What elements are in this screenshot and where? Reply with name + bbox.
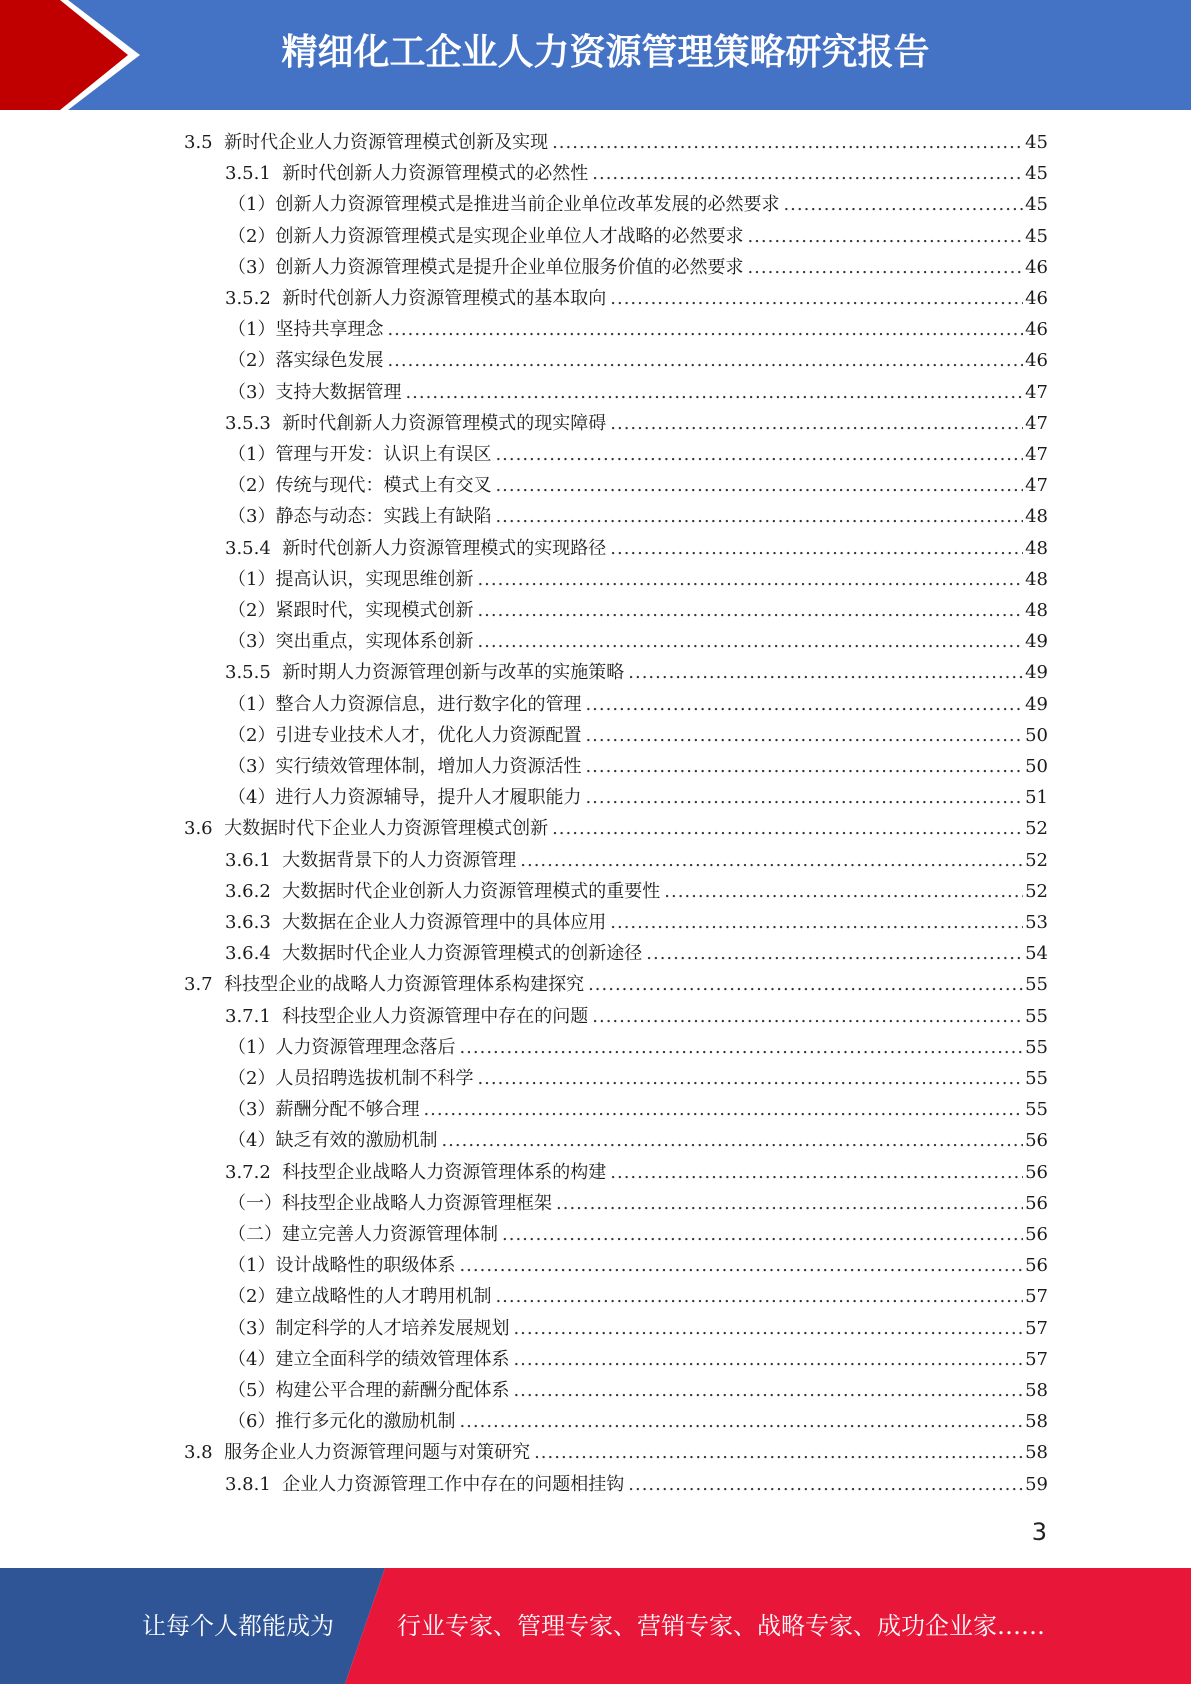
toc-entry-number: （6） bbox=[228, 1411, 276, 1433]
toc-dot-leader bbox=[459, 1032, 1023, 1063]
toc-entry-title: 落实绿色发展 bbox=[275, 350, 384, 372]
toc-entry[interactable] bbox=[228, 1344, 1048, 1375]
toc-entry-title: 新时代創新人力资源管理模式的现实障碍 bbox=[282, 412, 607, 434]
toc-entry[interactable] bbox=[228, 314, 1048, 345]
toc-entry[interactable] bbox=[225, 938, 1048, 969]
toc-entry-page: 50 bbox=[1025, 724, 1048, 746]
toc-entry-page: 56 bbox=[1025, 1192, 1048, 1214]
toc-entry-number: 3.6.3 bbox=[225, 912, 283, 933]
toc-entry[interactable] bbox=[225, 1001, 1048, 1032]
toc-entry-number: 3.7.2 bbox=[225, 1161, 283, 1183]
toc-entry-number: 3.8 bbox=[184, 1442, 225, 1464]
toc-entry-number: （5） bbox=[228, 1380, 276, 1401]
toc-dot-leader bbox=[552, 127, 1023, 158]
toc-entry[interactable] bbox=[184, 127, 1048, 158]
toc-entry-page: 46 bbox=[1025, 288, 1048, 309]
toc-dot-leader bbox=[552, 813, 1023, 844]
toc-entry-page: 55 bbox=[1025, 974, 1048, 996]
toc-entry[interactable] bbox=[228, 1125, 1048, 1156]
toc-entry-page: 57 bbox=[1025, 1317, 1048, 1339]
toc-dot-leader bbox=[628, 1469, 1023, 1500]
toc-entry-page: 49 bbox=[1025, 693, 1048, 715]
toc-entry-number: （2） bbox=[228, 475, 276, 497]
toc-entry-title: 建立全面科学的绩效管理体系 bbox=[275, 1348, 510, 1370]
footer-slogan-left: 让每个人都能成为 bbox=[142, 1612, 334, 1640]
toc-entry-number: 3.5.2 bbox=[225, 288, 283, 309]
toc-entry-number: （1） bbox=[228, 1036, 276, 1058]
toc-dot-leader bbox=[646, 938, 1023, 969]
toc-dot-leader bbox=[585, 689, 1023, 720]
toc-entry-title: 实行绩效管理体制，增加人力资源活性 bbox=[275, 756, 582, 777]
toc-entry-page: 45 bbox=[1025, 194, 1048, 216]
toc-entry[interactable] bbox=[228, 1281, 1048, 1312]
toc-entry-number: 3.6.1 bbox=[225, 849, 283, 871]
toc-entry[interactable] bbox=[228, 501, 1048, 532]
toc-entry-page: 48 bbox=[1025, 600, 1048, 621]
toc-entry-title: 提高认识，实现思维创新 bbox=[275, 568, 474, 590]
toc-entry-title: 紧跟时代，实现模式创新 bbox=[275, 600, 474, 621]
toc-dot-leader bbox=[585, 751, 1023, 782]
toc-entry-page: 47 bbox=[1025, 444, 1048, 465]
toc-dot-leader bbox=[495, 1281, 1023, 1312]
toc-entry-title: 缺乏有效的激励机制 bbox=[275, 1130, 438, 1152]
toc-entry-number: 3.5.3 bbox=[225, 412, 283, 434]
toc-entry-number: （3） bbox=[228, 1317, 276, 1339]
page-footer bbox=[0, 1568, 1191, 1684]
toc-entry-title: 人员招聘选拔机制不科学 bbox=[275, 1068, 474, 1089]
toc-entry-number: （2） bbox=[228, 1068, 276, 1089]
toc-entry[interactable] bbox=[228, 1094, 1048, 1125]
toc-dot-leader bbox=[477, 1063, 1023, 1094]
toc-entry-page: 47 bbox=[1025, 475, 1048, 497]
toc-entry-title: 新时期人力资源管理创新与改革的实施策略 bbox=[282, 662, 625, 684]
toc-entry[interactable] bbox=[228, 751, 1048, 782]
toc-entry-page: 56 bbox=[1025, 1255, 1048, 1277]
toc-entry-title: 服务企业人力资源管理问题与对策研究 bbox=[224, 1442, 531, 1464]
toc-entry-title: 创新人力资源管理模式是推进当前企业单位改革发展的必然要求 bbox=[275, 194, 780, 216]
toc-entry-title: 大数据时代企业人力资源管理模式的创新途径 bbox=[282, 943, 643, 965]
toc-entry-title: 突出重点，实现体系创新 bbox=[275, 631, 474, 653]
toc-dot-leader bbox=[459, 1406, 1023, 1437]
toc-entry-number: （4） bbox=[228, 787, 276, 809]
toc-entry[interactable] bbox=[228, 345, 1048, 376]
toc-entry-number: （2） bbox=[228, 600, 276, 621]
toc-entry-title: 引进专业技术人才，优化人力资源配置 bbox=[275, 724, 582, 746]
toc-entry-page: 48 bbox=[1025, 506, 1048, 528]
toc-entry[interactable] bbox=[228, 626, 1048, 657]
toc-entry-page: 45 bbox=[1025, 163, 1048, 185]
toc-dot-leader bbox=[513, 1344, 1023, 1375]
toc-dot-leader bbox=[495, 501, 1023, 532]
toc-entry[interactable] bbox=[225, 657, 1048, 688]
toc-dot-leader bbox=[747, 221, 1023, 252]
toc-entry[interactable] bbox=[228, 1375, 1048, 1406]
toc-entry[interactable] bbox=[225, 533, 1048, 564]
toc-entry-page: 48 bbox=[1025, 537, 1048, 559]
toc-entry[interactable] bbox=[225, 158, 1048, 189]
toc-entry-number: （4） bbox=[228, 1348, 276, 1370]
toc-dot-leader bbox=[441, 1125, 1023, 1156]
toc-entry-page: 58 bbox=[1025, 1380, 1048, 1401]
toc-entry-number: 3.5.1 bbox=[225, 163, 283, 185]
toc-dot-leader bbox=[477, 564, 1023, 595]
toc-entry-title: 支持大数据管理 bbox=[275, 381, 402, 403]
toc-entry-page: 56 bbox=[1025, 1130, 1048, 1152]
toc-entry[interactable] bbox=[225, 283, 1048, 314]
toc-entry-page: 45 bbox=[1025, 132, 1048, 153]
toc-entry-title: 新时代创新人力资源管理模式的实现路径 bbox=[282, 537, 607, 559]
toc-entry[interactable] bbox=[228, 1313, 1048, 1344]
toc-entry[interactable] bbox=[225, 1157, 1048, 1188]
toc-dot-leader bbox=[628, 657, 1023, 688]
toc-entry-title: 人力资源管理理念落后 bbox=[275, 1036, 456, 1058]
toc-entry-title: 科技型企业的战略人力资源管理体系构建探究 bbox=[224, 974, 585, 996]
toc-entry-page: 55 bbox=[1025, 1036, 1048, 1058]
toc-entry[interactable] bbox=[228, 470, 1048, 501]
toc-entry[interactable] bbox=[228, 1250, 1048, 1281]
toc-entry-title: 构建公平合理的薪酬分配体系 bbox=[275, 1380, 510, 1401]
toc-entry-number: （1） bbox=[228, 1255, 276, 1277]
toc-entry-page: 58 bbox=[1025, 1411, 1048, 1433]
toc-dot-leader bbox=[405, 377, 1023, 408]
toc-entry-number: 3.7.1 bbox=[225, 1005, 283, 1027]
toc-dot-leader bbox=[502, 1219, 1023, 1250]
toc-dot-leader bbox=[387, 345, 1023, 376]
toc-entry-page: 59 bbox=[1025, 1473, 1048, 1495]
toc-dot-leader bbox=[495, 470, 1023, 501]
toc-entry-number: （3） bbox=[228, 506, 276, 528]
toc-entry-page: 45 bbox=[1025, 225, 1048, 247]
toc-entry-page: 52 bbox=[1025, 880, 1048, 902]
toc-dot-leader bbox=[610, 533, 1023, 564]
toc-dot-leader bbox=[588, 969, 1023, 1000]
toc-entry[interactable] bbox=[228, 720, 1048, 751]
toc-entry-number: （1） bbox=[228, 194, 276, 216]
toc-dot-leader bbox=[592, 158, 1023, 189]
toc-entry[interactable] bbox=[228, 1063, 1048, 1094]
toc-entry[interactable] bbox=[228, 439, 1048, 470]
toc-entry[interactable] bbox=[184, 1437, 1048, 1468]
toc-entry-number: 3.7 bbox=[184, 974, 225, 996]
toc-dot-leader bbox=[747, 252, 1023, 283]
toc-entry-page: 52 bbox=[1025, 849, 1048, 871]
toc-entry-number: 3.6.2 bbox=[225, 880, 283, 902]
footer-slogan-right: 行业专家、管理专家、营销专家、战略专家、成功企业家…… bbox=[397, 1612, 1045, 1640]
toc-entry-page: 48 bbox=[1025, 568, 1048, 590]
toc-entry-number: 3.5 bbox=[184, 132, 225, 153]
toc-entry-page: 47 bbox=[1025, 412, 1048, 434]
toc-entry-title: 设计战略性的职级体系 bbox=[275, 1255, 456, 1277]
toc-entry-number: （1） bbox=[228, 568, 276, 590]
toc-entry-page: 52 bbox=[1025, 818, 1048, 840]
toc-dot-leader bbox=[585, 720, 1023, 751]
toc-entry-number: （3） bbox=[228, 631, 276, 653]
document-title: 精细化工企业人力资源管理策略研究报告 bbox=[281, 32, 930, 73]
toc-entry[interactable] bbox=[225, 907, 1048, 938]
toc-entry-title: 企业人力资源管理工作中存在的问题相挂钩 bbox=[282, 1473, 625, 1495]
toc-entry[interactable] bbox=[228, 1406, 1048, 1437]
toc-entry-title: 薪酬分配不够合理 bbox=[275, 1099, 420, 1121]
toc-dot-leader bbox=[664, 876, 1023, 907]
toc-entry-title: 进行人力资源辅导，提升人才履职能力 bbox=[275, 787, 582, 809]
toc-entry-number: （二） bbox=[228, 1224, 282, 1245]
toc-dot-leader bbox=[513, 1375, 1023, 1406]
toc-entry-page: 55 bbox=[1025, 1099, 1048, 1121]
toc-entry-title: 大数据在企业人力资源管理中的具体应用 bbox=[282, 912, 607, 933]
toc-entry-number: （1） bbox=[228, 319, 276, 341]
toc-dot-leader bbox=[387, 314, 1023, 345]
toc-entry-page: 53 bbox=[1025, 912, 1048, 933]
toc-entry-number: （一） bbox=[228, 1192, 282, 1214]
toc-entry-page: 57 bbox=[1025, 1348, 1048, 1370]
toc-dot-leader bbox=[610, 907, 1023, 938]
toc-entry[interactable] bbox=[225, 1469, 1048, 1500]
toc-entry[interactable] bbox=[228, 1219, 1048, 1250]
toc-entry-title: 制定科学的人才培养发展规划 bbox=[275, 1317, 510, 1339]
toc-entry-title: 大数据背景下的人力资源管理 bbox=[282, 849, 517, 871]
toc-entry-number: （2） bbox=[228, 724, 276, 746]
toc-entry-page: 49 bbox=[1025, 631, 1048, 653]
toc-entry[interactable] bbox=[228, 1188, 1048, 1219]
toc-entry[interactable] bbox=[228, 782, 1048, 813]
toc-entry-number: 3.5.4 bbox=[225, 537, 283, 559]
toc-entry-title: 新时代企业人力资源管理模式创新及实现 bbox=[224, 132, 549, 153]
toc-entry-page: 58 bbox=[1025, 1442, 1048, 1464]
toc-entry-title: 创新人力资源管理模式是实现企业单位人才战略的必然要求 bbox=[275, 225, 744, 247]
toc-dot-leader bbox=[610, 1157, 1023, 1188]
toc-entry-number: 3.5.5 bbox=[225, 662, 283, 684]
toc-entry[interactable] bbox=[228, 564, 1048, 595]
toc-entry-title: 大数据时代下企业人力资源管理模式创新 bbox=[224, 818, 549, 840]
toc-entry-number: （3） bbox=[228, 756, 276, 777]
toc-dot-leader bbox=[585, 782, 1023, 813]
toc-entry-page: 56 bbox=[1025, 1224, 1048, 1245]
toc-entry-number: （4） bbox=[228, 1130, 276, 1152]
page-number: 3 bbox=[1031, 1518, 1047, 1546]
toc-entry[interactable] bbox=[228, 377, 1048, 408]
toc-entry[interactable] bbox=[228, 221, 1048, 252]
toc-entry-title: 新时代创新人力资源管理模式的必然性 bbox=[282, 163, 589, 185]
toc-dot-leader bbox=[592, 1001, 1023, 1032]
toc-entry-page: 46 bbox=[1025, 350, 1048, 372]
toc-entry-number: 3.8.1 bbox=[225, 1473, 283, 1495]
toc-entry-page: 46 bbox=[1025, 319, 1048, 341]
toc-entry-number: （3） bbox=[228, 1099, 276, 1121]
toc-entry-page: 56 bbox=[1025, 1161, 1048, 1183]
toc-entry-number: （3） bbox=[228, 256, 276, 278]
toc-entry-title: 建立战略性的人才聘用机制 bbox=[275, 1286, 492, 1308]
toc-entry-number: 3.6 bbox=[184, 818, 225, 840]
toc-entry-number: （2） bbox=[228, 350, 276, 372]
toc-entry-page: 50 bbox=[1025, 756, 1048, 777]
toc-dot-leader bbox=[556, 1188, 1023, 1219]
toc-entry-page: 55 bbox=[1025, 1005, 1048, 1027]
toc-entry[interactable] bbox=[228, 189, 1048, 220]
toc-entry-number: （1） bbox=[228, 693, 276, 715]
toc-entry-page: 55 bbox=[1025, 1068, 1048, 1089]
toc-entry-title: 新时代创新人力资源管理模式的基本取向 bbox=[282, 288, 607, 309]
toc-entry-page: 51 bbox=[1025, 787, 1048, 809]
toc-dot-leader bbox=[534, 1437, 1023, 1468]
toc-dot-leader bbox=[610, 283, 1023, 314]
toc-entry-number: （2） bbox=[228, 1286, 276, 1308]
toc-dot-leader bbox=[459, 1250, 1023, 1281]
toc-entry-title: 传统与现代：模式上有交叉 bbox=[275, 475, 492, 497]
toc-entry[interactable] bbox=[228, 689, 1048, 720]
toc-dot-leader bbox=[477, 595, 1023, 626]
toc-dot-leader bbox=[783, 189, 1023, 220]
toc-entry-title: 静态与动态：实践上有缺陷 bbox=[275, 506, 492, 528]
toc-entry-page: 57 bbox=[1025, 1286, 1048, 1308]
toc-dot-leader bbox=[513, 1313, 1023, 1344]
toc-entry[interactable] bbox=[228, 252, 1048, 283]
toc-entry-title: 管理与开发：认识上有误区 bbox=[275, 444, 492, 465]
toc-entry-number: 3.6.4 bbox=[225, 943, 283, 965]
toc-dot-leader bbox=[520, 845, 1023, 876]
toc-entry-page: 49 bbox=[1025, 662, 1048, 684]
toc-entry[interactable] bbox=[225, 845, 1048, 876]
toc-entry-title: 科技型企业人力资源管理中存在的问题 bbox=[282, 1005, 589, 1027]
toc-entry-title: 科技型企业战略人力资源管理框架 bbox=[282, 1192, 552, 1214]
toc-entry-page: 54 bbox=[1025, 943, 1048, 965]
toc-entry[interactable] bbox=[225, 408, 1048, 439]
toc-entry[interactable] bbox=[228, 595, 1048, 626]
toc-entry-number: （2） bbox=[228, 225, 276, 247]
toc-entry-title: 大数据时代企业创新人力资源管理模式的重要性 bbox=[282, 880, 661, 902]
toc-dot-leader bbox=[495, 439, 1023, 470]
toc-entry-title: 创新人力资源管理模式是提升企业单位服务价值的必然要求 bbox=[275, 256, 744, 278]
page-header bbox=[0, 0, 1191, 110]
toc-dot-leader bbox=[610, 408, 1023, 439]
toc-entry-page: 46 bbox=[1025, 256, 1048, 278]
toc-entry-title: 建立完善人力资源管理体制 bbox=[282, 1224, 498, 1245]
toc-entry[interactable] bbox=[184, 969, 1048, 1000]
toc-entry-title: 坚持共享理念 bbox=[275, 319, 384, 341]
toc-entry[interactable] bbox=[225, 876, 1048, 907]
toc-entry-number: （3） bbox=[228, 381, 276, 403]
toc-dot-leader bbox=[477, 626, 1023, 657]
toc-dot-leader bbox=[423, 1094, 1023, 1125]
toc-entry[interactable] bbox=[228, 1032, 1048, 1063]
toc-entry-title: 科技型企业战略人力资源管理体系的构建 bbox=[282, 1161, 607, 1183]
toc-entry-title: 推行多元化的激励机制 bbox=[275, 1411, 456, 1433]
toc-entry[interactable] bbox=[184, 813, 1048, 844]
toc-entry-page: 47 bbox=[1025, 381, 1048, 403]
toc-entry-title: 整合人力资源信息，进行数字化的管理 bbox=[275, 693, 582, 715]
toc-entry-number: （1） bbox=[228, 444, 276, 465]
